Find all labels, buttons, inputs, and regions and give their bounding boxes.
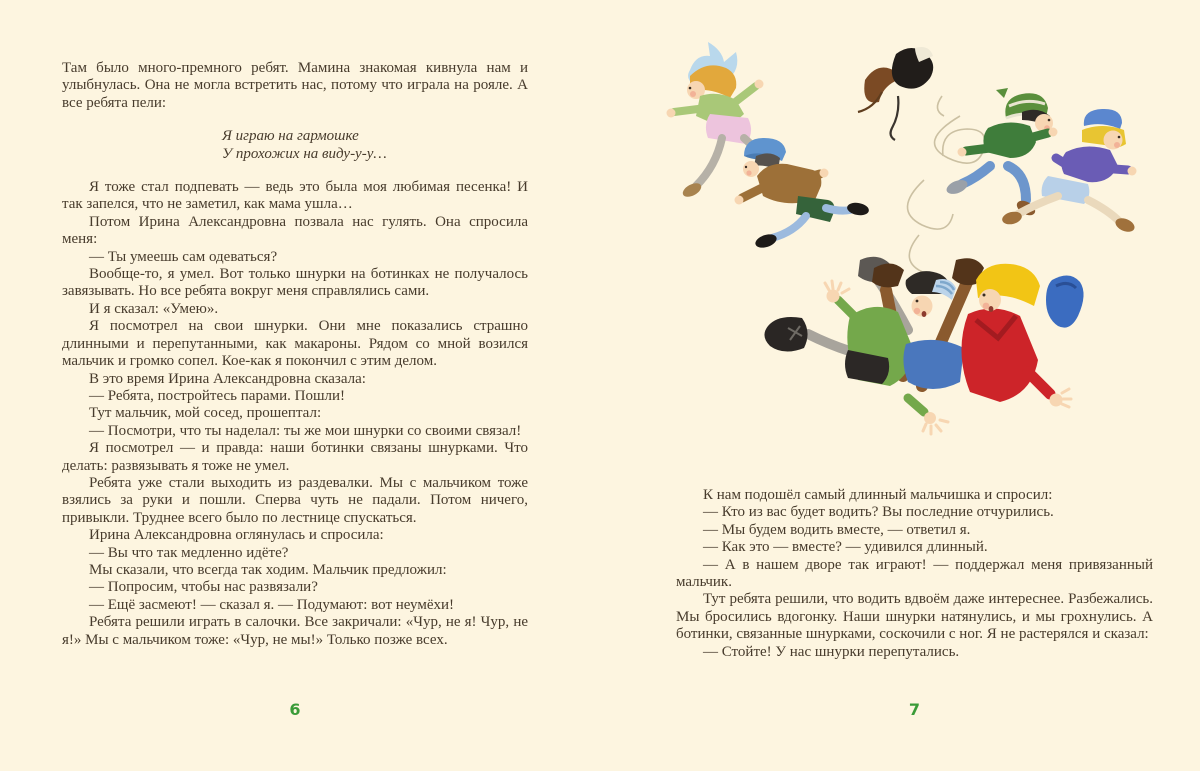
paragraph: Я тоже стал подпевать — ведь это была моя любимая песенка! И так запелся, что не заметил, как мама ушла… [62,179,528,213]
paragraph: Я посмотрел на свои шнурки. Они мне показались страшно длинными и перепутанными, как макароны. Рядом со мной возился мальчик и громко сопел. Кое-как я покончил с этим делом. [62,318,528,370]
verse-lines: Я играю на гармошке У прохожих на виду-у-у… [222,128,387,162]
paragraph: — Попросим, чтобы нас развязали? [89,579,318,596]
page-number-left: 6 [289,700,301,719]
fallen-boys [764,257,1071,434]
paragraph: — Мы будем водить вместе, — ответил я. [703,521,971,538]
paragraph: Ребята уже стали выходить из раздевалки. Мы с мальчиком тоже взялись за руки и пошли. Сперва чуть не падали. Потом ничего, привыкли. Труднее всего было по лестнице спускаться. [62,474,528,526]
paragraph: — Посмотри, что ты наделал: ты же мои шнурки со своими связал! [89,422,522,439]
boy-blue-cap-running-left [735,138,870,250]
paragraph: — Ты умеешь сам одеваться? [89,248,278,265]
right-page-text [676,487,1153,661]
left-page-text [62,60,528,649]
paragraph: Ирина Александровна оглянулась и спросила: [89,527,384,544]
paragraph: Вообще-то, я умел. Вот только шнурки на ботинках не получалось завязывать. Но все ребята вокруг меня справлялись сами. [62,266,528,300]
paragraph: — А в нашем дворе так играют! — поддержал меня привязанный мальчик. [676,556,1153,591]
paragraph: — Вы что так медленно идёте? [89,544,289,561]
paragraph: И я сказал: «Умею». [89,300,219,317]
paragraph: Ребята решили играть в салочки. Все закричали: «Чур, не я! Чур, не я!» Мы с мальчиком тоже: «Чур, не мы!» Только позже всех. [62,614,528,648]
paragraph: Там было много-премного ребят. Мамина знакомая кивнула нам и улыбнулась. Она не могла встретить нас, потому что играла на рояле. А все ребята пели: [62,60,528,111]
flying-boots [858,47,933,140]
page-number-right: 7 [908,700,921,719]
paragraph: — Как это — вместе? — удивился длинный. [703,539,988,556]
motion-swirl-lines [907,96,984,273]
paragraph: В это время Ирина Александровна сказала: [89,370,366,387]
paragraph: Тут мальчик, мой сосед, прошептал: [89,405,322,422]
flying-cap [1046,275,1084,327]
paragraph: — Стойте! У нас шнурки перепутались. [703,643,960,660]
paragraph: — Ребята, постройтесь парами. Пошли! [89,387,346,404]
paragraph: Потом Ирина Александровна позвала нас гулять. Она спросила меня: [62,213,528,248]
paragraph: — Ещё засмеют! — сказал я. — Подумают: вот неумёхи! [89,596,455,613]
paragraph: — Кто из вас будет водить? Вы последние отчурились. [703,504,1054,521]
children-illustration [660,28,1160,468]
paragraph: Я посмотрел — и правда: наши ботинки связаны шнурками. Что делать: развязывать я тоже не умел. [62,440,528,474]
paragraph: Тут ребята решили, что водить вдвоём даже интереснее. Разбежались. Мы бросились вдогонку. Наши шнурки натянулись, и мы грохнулись. А ботинки, связанные шнурками, соскочили с ног. Я не растерялся и сказал: [676,591,1153,643]
paragraph: К нам подошёл самый длинный мальчишка и спросил: [703,487,1053,503]
paragraph: Мы сказали, что всегда так ходим. Мальчик предложил: [89,561,447,578]
